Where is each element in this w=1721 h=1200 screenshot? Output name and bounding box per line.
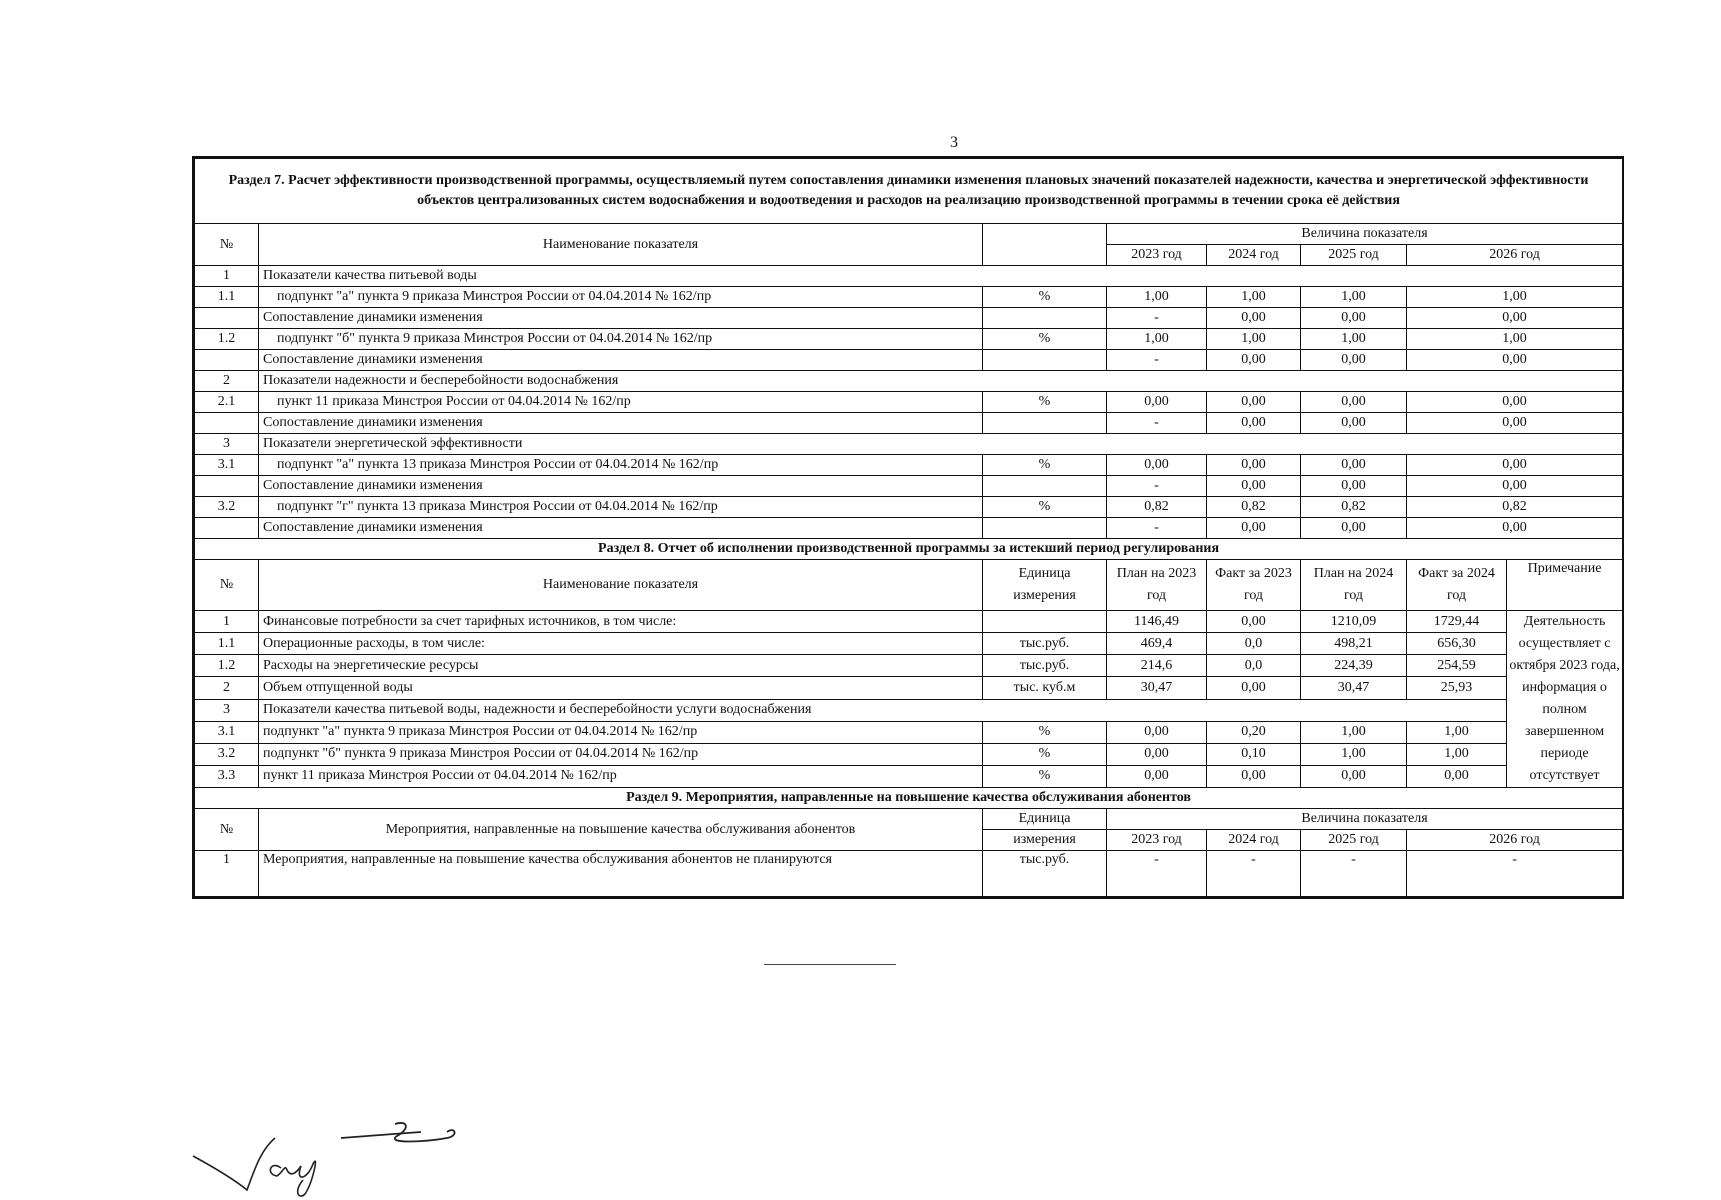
s7-row-no: 2 bbox=[195, 371, 259, 392]
s8-row-no: 3.1 bbox=[195, 721, 259, 743]
s7-row-unit bbox=[983, 350, 1107, 371]
s7-row-unit: % bbox=[983, 392, 1107, 413]
section7-title: Раздел 7. Расчет эффективности производственной программы, осуществляемый путем сопоставления динамики изменения плановых значений показателей надежности, качества и энергетической эффективности объектов централизованных систем водоснабжения и водоотведения и расходов на реализацию производственной программы в течении срока её действия bbox=[195, 159, 1623, 224]
s7-row-unit: % bbox=[983, 455, 1107, 476]
s7-row-2025: 0,82 bbox=[1301, 497, 1407, 518]
s8-row-no: 3.3 bbox=[195, 765, 259, 787]
s8-row-plan2023: 0,00 bbox=[1107, 765, 1207, 787]
s7-row-2026: 0,00 bbox=[1407, 518, 1623, 539]
s8-row-unit: тыс. куб.м bbox=[983, 677, 1107, 699]
s8-table-row bbox=[195, 633, 1623, 655]
s9-row-name: Мероприятия, направленные на повышение качества обслуживания абонентов не планируются bbox=[259, 851, 983, 897]
s8-row-plan2024: 30,47 bbox=[1301, 677, 1407, 699]
s7-row-2025: 0,00 bbox=[1301, 455, 1407, 476]
s7-row-no: 2.1 bbox=[195, 392, 259, 413]
s8-row-unit: тыс.руб. bbox=[983, 633, 1107, 655]
s7-table-row bbox=[195, 266, 1623, 287]
s8-table-row bbox=[195, 721, 1623, 743]
s7-col-unit bbox=[983, 224, 1107, 266]
s7-row-name: пункт 11 приказа Минстроя России от 04.04.2014 № 162/пр bbox=[259, 392, 983, 413]
s9-row-2023: - bbox=[1107, 851, 1207, 897]
s7-row-no bbox=[195, 350, 259, 371]
s8-row-fact2023: 0,0 bbox=[1207, 633, 1301, 655]
s7-row-2026: 0,00 bbox=[1407, 413, 1623, 434]
s8-col-plan2023: План на 2023 год bbox=[1107, 560, 1207, 611]
s8-row-no: 3.2 bbox=[195, 743, 259, 765]
s9-col-unit-2: измерения bbox=[983, 830, 1107, 851]
s7-row-group-name: Показатели качества питьевой воды bbox=[259, 266, 1623, 287]
s9-row-unit: тыс.руб. bbox=[983, 851, 1107, 897]
s7-row-2025: 0,00 bbox=[1301, 518, 1407, 539]
s8-row-fact2023: 0,20 bbox=[1207, 721, 1301, 743]
s8-col-unit: Единица измерения bbox=[983, 560, 1107, 611]
s7-row-no: 1.1 bbox=[195, 287, 259, 308]
s7-row-name: подпункт "а" пункта 9 приказа Минстроя России от 04.04.2014 № 162/пр bbox=[259, 287, 983, 308]
s9-year-2026: 2026 год bbox=[1407, 830, 1623, 851]
s7-row-no: 1.2 bbox=[195, 329, 259, 350]
s8-row-fact2023: 0,00 bbox=[1207, 765, 1301, 787]
s8-col-name: Наименование показателя bbox=[259, 560, 983, 611]
s7-row-2024: 0,00 bbox=[1207, 350, 1301, 371]
s7-row-2024: 0,00 bbox=[1207, 392, 1301, 413]
s8-row-fact2024: 1,00 bbox=[1407, 721, 1507, 743]
s8-row-fact2023: 0,10 bbox=[1207, 743, 1301, 765]
s7-row-2023: - bbox=[1107, 308, 1207, 329]
s7-row-unit bbox=[983, 476, 1107, 497]
s7-row-name: подпункт "б" пункта 9 приказа Минстроя России от 04.04.2014 № 162/пр bbox=[259, 329, 983, 350]
s7-row-2023: 1,00 bbox=[1107, 329, 1207, 350]
s7-row-no: 3.2 bbox=[195, 497, 259, 518]
s7-row-2023: 0,00 bbox=[1107, 455, 1207, 476]
s7-row-name: Сопоставление динамики изменения bbox=[259, 518, 983, 539]
s7-row-2023: 0,82 bbox=[1107, 497, 1207, 518]
s7-row-2026: 1,00 bbox=[1407, 287, 1623, 308]
s8-row-plan2024: 1210,09 bbox=[1301, 611, 1407, 633]
s7-row-2024: 1,00 bbox=[1207, 287, 1301, 308]
s8-row-unit: % bbox=[983, 765, 1107, 787]
s8-row-fact2024: 656,30 bbox=[1407, 633, 1507, 655]
s7-row-2024: 0,00 bbox=[1207, 518, 1301, 539]
s7-table-row bbox=[195, 455, 1623, 476]
s8-table-row bbox=[195, 677, 1623, 699]
s7-row-2025: 1,00 bbox=[1301, 287, 1407, 308]
s8-row-group-name: Показатели качества питьевой воды, надежности и бесперебойности услуги водоснабжения bbox=[259, 699, 1507, 721]
s7-row-no: 1 bbox=[195, 266, 259, 287]
s7-table-row bbox=[195, 287, 1623, 308]
s7-table-row bbox=[195, 308, 1623, 329]
end-separator-line bbox=[764, 964, 896, 965]
s9-year-2023: 2023 год bbox=[1107, 830, 1207, 851]
s7-year-2023: 2023 год bbox=[1107, 245, 1207, 266]
s9-row-2025: - bbox=[1301, 851, 1407, 897]
s8-col-fact2024: Факт за 2024 год bbox=[1407, 560, 1507, 611]
s7-row-group-name: Показатели надежности и бесперебойности водоснабжения bbox=[259, 371, 1623, 392]
s7-row-2025: 0,00 bbox=[1301, 308, 1407, 329]
s7-row-2026: 0,00 bbox=[1407, 476, 1623, 497]
page-number: 3 bbox=[950, 134, 958, 151]
s7-row-2024: 0,00 bbox=[1207, 413, 1301, 434]
s8-row-fact2024: 1729,44 bbox=[1407, 611, 1507, 633]
s7-row-2024: 0,00 bbox=[1207, 308, 1301, 329]
s7-table-row bbox=[195, 350, 1623, 371]
s7-row-no bbox=[195, 518, 259, 539]
s9-col-unit-1: Единица bbox=[983, 809, 1107, 830]
main-table bbox=[194, 158, 1623, 897]
s7-year-2024: 2024 год bbox=[1207, 245, 1301, 266]
s8-row-plan2023: 1146,49 bbox=[1107, 611, 1207, 633]
s8-row-name: подпункт "б" пункта 9 приказа Минстроя России от 04.04.2014 № 162/пр bbox=[259, 743, 983, 765]
s8-row-name: подпункт "а" пункта 9 приказа Минстроя России от 04.04.2014 № 162/пр bbox=[259, 721, 983, 743]
s7-row-unit bbox=[983, 413, 1107, 434]
s7-row-name: подпункт "а" пункта 13 приказа Минстроя России от 04.04.2014 № 162/пр bbox=[259, 455, 983, 476]
s8-row-plan2023: 469,4 bbox=[1107, 633, 1207, 655]
s8-row-plan2024: 224,39 bbox=[1301, 655, 1407, 677]
s7-table-row bbox=[195, 392, 1623, 413]
s8-col-no: № bbox=[195, 560, 259, 611]
s7-row-unit: % bbox=[983, 497, 1107, 518]
s8-table-row bbox=[195, 743, 1623, 765]
s8-row-plan2024: 498,21 bbox=[1301, 633, 1407, 655]
s8-row-plan2024: 1,00 bbox=[1301, 743, 1407, 765]
s7-row-unit: % bbox=[983, 287, 1107, 308]
s7-row-unit bbox=[983, 308, 1107, 329]
s7-row-2026: 0,82 bbox=[1407, 497, 1623, 518]
s8-table-row bbox=[195, 611, 1623, 633]
s7-row-2024: 0,00 bbox=[1207, 476, 1301, 497]
s7-row-2026: 1,00 bbox=[1407, 329, 1623, 350]
s8-table-row bbox=[195, 765, 1623, 787]
s7-row-name: Сопоставление динамики изменения bbox=[259, 350, 983, 371]
s7-year-2026: 2026 год bbox=[1407, 245, 1623, 266]
s7-row-unit bbox=[983, 518, 1107, 539]
s7-table-row bbox=[195, 476, 1623, 497]
s9-col-name: Мероприятия, направленные на повышение качества обслуживания абонентов bbox=[259, 809, 983, 851]
s7-row-2023: - bbox=[1107, 476, 1207, 497]
section9-title: Раздел 9. Мероприятия, направленные на повышение качества обслуживания абонентов bbox=[195, 788, 1623, 809]
s8-row-no: 1.2 bbox=[195, 655, 259, 677]
s8-row-name: Объем отпущенной воды bbox=[259, 677, 983, 699]
s8-row-fact2024: 1,00 bbox=[1407, 743, 1507, 765]
s9-year-2024: 2024 год bbox=[1207, 830, 1301, 851]
s8-table-row bbox=[195, 655, 1623, 677]
s7-col-value: Величина показателя bbox=[1107, 224, 1623, 245]
s7-table-row bbox=[195, 413, 1623, 434]
s8-row-no: 3 bbox=[195, 699, 259, 721]
s8-row-plan2023: 214,6 bbox=[1107, 655, 1207, 677]
s7-row-no: 3 bbox=[195, 434, 259, 455]
s8-row-plan2023: 0,00 bbox=[1107, 721, 1207, 743]
s9-year-2025: 2025 год bbox=[1301, 830, 1407, 851]
s7-row-2023: - bbox=[1107, 413, 1207, 434]
s8-row-name: Операционные расходы, в том числе: bbox=[259, 633, 983, 655]
s8-col-note: Примечание bbox=[1507, 560, 1623, 611]
s7-row-group-name: Показатели энергетической эффективности bbox=[259, 434, 1623, 455]
section8-title: Раздел 8. Отчет об исполнении производственной программы за истекший период регулирования bbox=[195, 539, 1623, 560]
s8-row-unit: % bbox=[983, 743, 1107, 765]
s7-row-name: Сопоставление динамики изменения bbox=[259, 308, 983, 329]
s7-row-unit: % bbox=[983, 329, 1107, 350]
s8-row-no: 1 bbox=[195, 611, 259, 633]
s7-row-2024: 0,82 bbox=[1207, 497, 1301, 518]
s9-row-2024: - bbox=[1207, 851, 1301, 897]
s9-row-no: 1 bbox=[195, 851, 259, 897]
s7-table-row bbox=[195, 329, 1623, 350]
s9-col-value: Величина показателя bbox=[1107, 809, 1623, 830]
s7-table-row bbox=[195, 434, 1623, 455]
s9-row-2026: - bbox=[1407, 851, 1623, 897]
s7-row-2023: 0,00 bbox=[1107, 392, 1207, 413]
s7-row-2025: 1,00 bbox=[1301, 329, 1407, 350]
s8-row-unit: тыс.руб. bbox=[983, 655, 1107, 677]
s8-row-name: пункт 11 приказа Минстроя России от 04.04.2014 № 162/пр bbox=[259, 765, 983, 787]
s7-row-2026: 0,00 bbox=[1407, 392, 1623, 413]
s7-table-row bbox=[195, 497, 1623, 518]
s7-table-row bbox=[195, 518, 1623, 539]
s8-table-row bbox=[195, 699, 1623, 721]
s7-row-no bbox=[195, 476, 259, 497]
s7-col-no: № bbox=[195, 224, 259, 266]
s8-row-fact2024: 25,93 bbox=[1407, 677, 1507, 699]
s7-row-2024: 0,00 bbox=[1207, 455, 1301, 476]
s8-row-name: Расходы на энергетические ресурсы bbox=[259, 655, 983, 677]
s8-row-fact2023: 0,0 bbox=[1207, 655, 1301, 677]
document-table-frame bbox=[192, 156, 1624, 899]
handwritten-signature bbox=[185, 1108, 485, 1198]
s7-table-row bbox=[195, 371, 1623, 392]
s8-row-fact2023: 0,00 bbox=[1207, 611, 1301, 633]
s9-col-no: № bbox=[195, 809, 259, 851]
s7-row-2024: 1,00 bbox=[1207, 329, 1301, 350]
s8-row-no: 1.1 bbox=[195, 633, 259, 655]
s7-row-no: 3.1 bbox=[195, 455, 259, 476]
s7-row-name: подпункт "г" пункта 13 приказа Минстроя России от 04.04.2014 № 162/пр bbox=[259, 497, 983, 518]
s8-row-unit: % bbox=[983, 721, 1107, 743]
s7-row-2025: 0,00 bbox=[1301, 476, 1407, 497]
s8-row-plan2024: 1,00 bbox=[1301, 721, 1407, 743]
s7-row-2026: 0,00 bbox=[1407, 455, 1623, 476]
s7-row-2026: 0,00 bbox=[1407, 308, 1623, 329]
s8-row-fact2023: 0,00 bbox=[1207, 677, 1301, 699]
s7-row-no bbox=[195, 413, 259, 434]
s8-row-fact2024: 0,00 bbox=[1407, 765, 1507, 787]
s7-row-name: Сопоставление динамики изменения bbox=[259, 476, 983, 497]
s8-col-fact2023: Факт за 2023 год bbox=[1207, 560, 1301, 611]
s8-col-plan2024: План на 2024 год bbox=[1301, 560, 1407, 611]
s7-row-2025: 0,00 bbox=[1301, 350, 1407, 371]
s7-year-2025: 2025 год bbox=[1301, 245, 1407, 266]
s8-row-fact2024: 254,59 bbox=[1407, 655, 1507, 677]
s7-row-2023: - bbox=[1107, 518, 1207, 539]
s8-row-unit bbox=[983, 611, 1107, 633]
s8-row-no: 2 bbox=[195, 677, 259, 699]
s7-row-no bbox=[195, 308, 259, 329]
s8-row-name: Финансовые потребности за счет тарифных источников, в том числе: bbox=[259, 611, 983, 633]
s8-row-plan2023: 30,47 bbox=[1107, 677, 1207, 699]
s8-row-plan2024: 0,00 bbox=[1301, 765, 1407, 787]
s8-row-plan2023: 0,00 bbox=[1107, 743, 1207, 765]
s8-note-text: Деятельность осуществляет с октября 2023 года, информация о полном завершенном периоде отсутствует bbox=[1507, 611, 1623, 788]
s7-row-2023: 1,00 bbox=[1107, 287, 1207, 308]
s7-col-name: Наименование показателя bbox=[259, 224, 983, 266]
s7-row-2023: - bbox=[1107, 350, 1207, 371]
s7-row-2026: 0,00 bbox=[1407, 350, 1623, 371]
s7-row-2025: 0,00 bbox=[1301, 392, 1407, 413]
s7-row-name: Сопоставление динамики изменения bbox=[259, 413, 983, 434]
s7-row-2025: 0,00 bbox=[1301, 413, 1407, 434]
